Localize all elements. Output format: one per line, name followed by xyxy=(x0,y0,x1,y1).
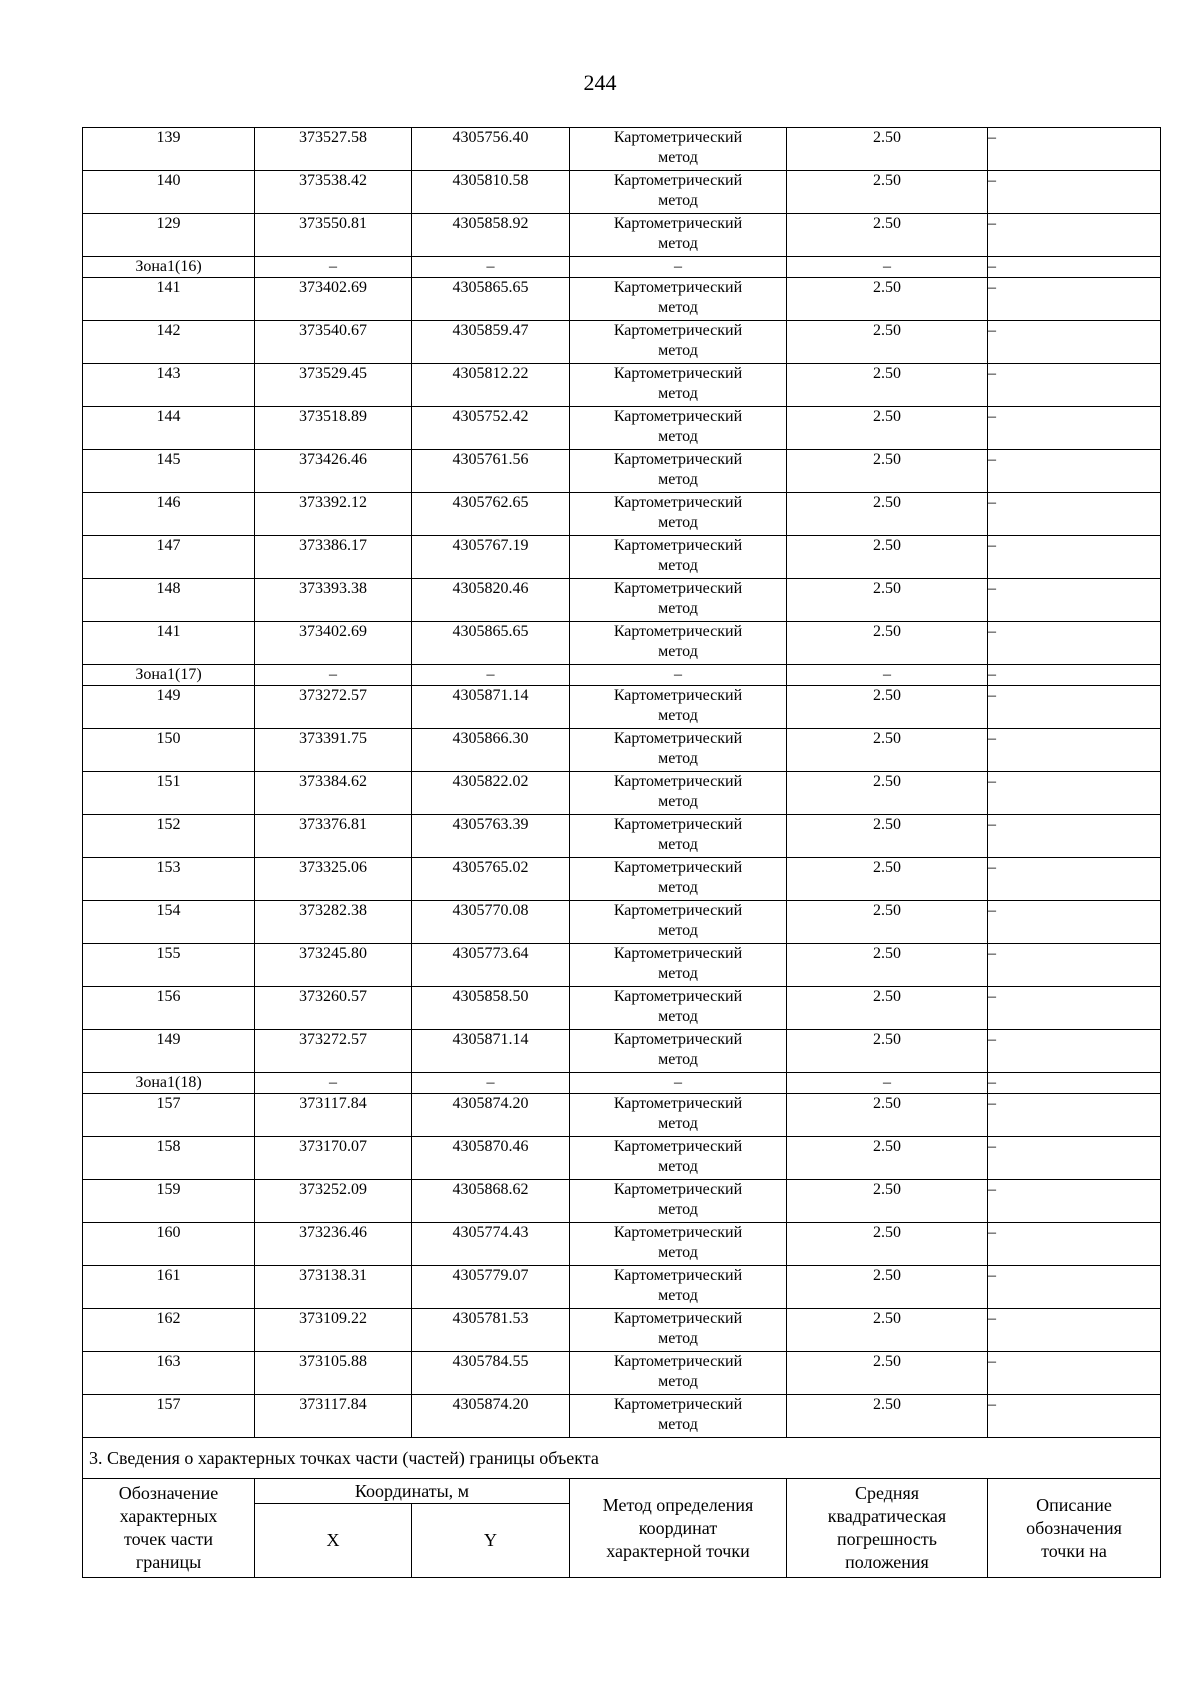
coord-y: 4305866.30 xyxy=(412,729,570,772)
coord-y: 4305756.40 xyxy=(412,128,570,171)
coord-y: 4305871.14 xyxy=(412,686,570,729)
point-number: 151 xyxy=(83,772,255,815)
method-line-1: Картометрический xyxy=(613,1310,743,1327)
method-line-1: Картометрический xyxy=(613,365,743,382)
description-cell: – xyxy=(988,772,1161,815)
method-line-1: Картометрический xyxy=(613,215,743,232)
table-row xyxy=(83,944,1161,987)
method-line-2: метод xyxy=(658,1416,698,1433)
point-number: 156 xyxy=(83,987,255,1030)
coord-x: 373426.46 xyxy=(255,450,412,493)
description-cell: – xyxy=(988,729,1161,772)
description-cell: – xyxy=(988,1073,1161,1094)
coord-y: 4305859.47 xyxy=(412,321,570,364)
error-value: 2.50 xyxy=(787,493,988,536)
method-line-2: метод xyxy=(658,707,698,724)
description-cell: – xyxy=(988,214,1161,257)
coord-y: 4305865.65 xyxy=(412,278,570,321)
coord-y: 4305781.53 xyxy=(412,1309,570,1352)
method-line-2: метод xyxy=(658,471,698,488)
zone-row xyxy=(83,257,1161,278)
coord-x: – xyxy=(255,257,412,278)
coord-x: 373109.22 xyxy=(255,1309,412,1352)
method-cell xyxy=(570,171,787,214)
error-value: 2.50 xyxy=(787,858,988,901)
point-number: 142 xyxy=(83,321,255,364)
section-3 xyxy=(83,1438,1161,1578)
header-error: Средняя квадратическая погрешность положения xyxy=(787,1479,988,1578)
coord-y: 4305865.65 xyxy=(412,622,570,665)
table-row xyxy=(83,278,1161,321)
method-cell xyxy=(570,214,787,257)
error-value: 2.50 xyxy=(787,729,988,772)
table-row xyxy=(83,536,1161,579)
table-row xyxy=(83,815,1161,858)
method-cell xyxy=(570,1266,787,1309)
point-number: 147 xyxy=(83,536,255,579)
header-method: Метод определения координат характерной точки xyxy=(570,1479,787,1578)
coord-x: 373538.42 xyxy=(255,171,412,214)
point-number: 154 xyxy=(83,901,255,944)
error-value: 2.50 xyxy=(787,1309,988,1352)
point-number: 149 xyxy=(83,686,255,729)
header-x: X xyxy=(255,1504,412,1578)
zone-label: Зона1(16) xyxy=(83,257,255,278)
method-cell xyxy=(570,1030,787,1073)
header-coordinates: Координаты, м xyxy=(255,1479,570,1504)
method-line-1: Картометрический xyxy=(613,1031,743,1048)
method-cell xyxy=(570,321,787,364)
table-row xyxy=(83,1395,1161,1438)
zone-label: Зона1(17) xyxy=(83,665,255,686)
method-cell xyxy=(570,579,787,622)
description-cell: – xyxy=(988,1352,1161,1395)
method-line-2: метод xyxy=(658,879,698,896)
description-cell: – xyxy=(988,278,1161,321)
coord-x: 373138.31 xyxy=(255,1266,412,1309)
error-value: – xyxy=(787,1073,988,1094)
method-line-1: Картометрический xyxy=(613,1095,743,1112)
description-cell: – xyxy=(988,1137,1161,1180)
point-number: 157 xyxy=(83,1094,255,1137)
point-number: 144 xyxy=(83,407,255,450)
error-value: 2.50 xyxy=(787,686,988,729)
description-cell: – xyxy=(988,321,1161,364)
error-value: 2.50 xyxy=(787,772,988,815)
point-number: 143 xyxy=(83,364,255,407)
error-value: 2.50 xyxy=(787,815,988,858)
method-line-1: – xyxy=(674,666,682,683)
table-row xyxy=(83,1309,1161,1352)
method-line-1: Картометрический xyxy=(613,1353,743,1370)
method-cell xyxy=(570,257,787,278)
point-number: 141 xyxy=(83,278,255,321)
coord-x: 373550.81 xyxy=(255,214,412,257)
coord-x: 373402.69 xyxy=(255,622,412,665)
coord-x: 373392.12 xyxy=(255,493,412,536)
point-number: 145 xyxy=(83,450,255,493)
method-line-2: метод xyxy=(658,1115,698,1132)
method-line-1: Картометрический xyxy=(613,279,743,296)
coord-x: 373518.89 xyxy=(255,407,412,450)
description-cell: – xyxy=(988,1266,1161,1309)
description-cell: – xyxy=(988,257,1161,278)
coord-x: 373170.07 xyxy=(255,1137,412,1180)
error-value: 2.50 xyxy=(787,1223,988,1266)
method-line-1: Картометрический xyxy=(613,730,743,747)
coord-y: 4305784.55 xyxy=(412,1352,570,1395)
method-line-1: Картометрический xyxy=(613,859,743,876)
method-line-1: Картометрический xyxy=(613,172,743,189)
description-cell: – xyxy=(988,536,1161,579)
method-line-2: метод xyxy=(658,385,698,402)
description-cell: – xyxy=(988,450,1161,493)
method-cell xyxy=(570,450,787,493)
description-cell: – xyxy=(988,622,1161,665)
coord-x: 373391.75 xyxy=(255,729,412,772)
coord-y: – xyxy=(412,665,570,686)
method-line-1: Картометрический xyxy=(613,945,743,962)
table-row xyxy=(83,364,1161,407)
coord-x: 373117.84 xyxy=(255,1395,412,1438)
coord-x: 373272.57 xyxy=(255,686,412,729)
point-number: 157 xyxy=(83,1395,255,1438)
coord-y: 4305770.08 xyxy=(412,901,570,944)
description-cell: – xyxy=(988,364,1161,407)
description-cell: – xyxy=(988,128,1161,171)
method-line-2: метод xyxy=(658,1287,698,1304)
table-row xyxy=(83,1030,1161,1073)
point-number: 152 xyxy=(83,815,255,858)
header-designation: Обозначение характерных точек части границы xyxy=(83,1479,255,1578)
coord-x: 373325.06 xyxy=(255,858,412,901)
table-row xyxy=(83,450,1161,493)
coord-y: 4305773.64 xyxy=(412,944,570,987)
method-cell xyxy=(570,772,787,815)
method-line-1: Картометрический xyxy=(613,988,743,1005)
method-cell xyxy=(570,1094,787,1137)
coord-y: 4305871.14 xyxy=(412,1030,570,1073)
error-value: 2.50 xyxy=(787,1266,988,1309)
error-value: – xyxy=(787,257,988,278)
coord-y: 4305763.39 xyxy=(412,815,570,858)
table-row xyxy=(83,128,1161,171)
method-line-2: метод xyxy=(658,192,698,209)
header-description: Описание обозначения точки на xyxy=(988,1479,1161,1578)
coord-x: 373252.09 xyxy=(255,1180,412,1223)
error-value: 2.50 xyxy=(787,1180,988,1223)
method-cell xyxy=(570,536,787,579)
method-line-1: – xyxy=(674,1074,682,1091)
error-value: 2.50 xyxy=(787,214,988,257)
method-line-1: Картометрический xyxy=(613,537,743,554)
coord-x: 373529.45 xyxy=(255,364,412,407)
method-line-1: Картометрический xyxy=(613,1396,743,1413)
description-cell: – xyxy=(988,686,1161,729)
section-title: 3. Сведения о характерных точках части (частей) границы объекта xyxy=(83,1438,1161,1479)
description-cell: – xyxy=(988,1180,1161,1223)
coord-x: 373260.57 xyxy=(255,987,412,1030)
method-cell xyxy=(570,1137,787,1180)
point-number: 140 xyxy=(83,171,255,214)
error-value: 2.50 xyxy=(787,278,988,321)
error-value: 2.50 xyxy=(787,622,988,665)
coord-y: 4305779.07 xyxy=(412,1266,570,1309)
error-value: 2.50 xyxy=(787,364,988,407)
description-cell: – xyxy=(988,944,1161,987)
coord-x: 373386.17 xyxy=(255,536,412,579)
coord-y: 4305774.43 xyxy=(412,1223,570,1266)
method-line-2: метод xyxy=(658,235,698,252)
method-line-2: метод xyxy=(658,643,698,660)
coord-x: 373540.67 xyxy=(255,321,412,364)
error-value: 2.50 xyxy=(787,1352,988,1395)
table-row xyxy=(83,214,1161,257)
method-line-1: Картометрический xyxy=(613,408,743,425)
coord-x: 373117.84 xyxy=(255,1094,412,1137)
error-value: 2.50 xyxy=(787,944,988,987)
description-cell: – xyxy=(988,407,1161,450)
error-value: 2.50 xyxy=(787,171,988,214)
method-line-1: Картометрический xyxy=(613,816,743,833)
method-line-2: метод xyxy=(658,1008,698,1025)
method-cell xyxy=(570,686,787,729)
table-row xyxy=(83,686,1161,729)
method-line-1: Картометрический xyxy=(613,1224,743,1241)
table-row xyxy=(83,772,1161,815)
method-cell xyxy=(570,1180,787,1223)
point-number: 139 xyxy=(83,128,255,171)
method-line-2: метод xyxy=(658,793,698,810)
method-cell xyxy=(570,1395,787,1438)
method-cell xyxy=(570,1223,787,1266)
description-cell: – xyxy=(988,815,1161,858)
table-row xyxy=(83,1352,1161,1395)
zone-label: Зона1(18) xyxy=(83,1073,255,1094)
method-line-1: Картометрический xyxy=(613,687,743,704)
description-cell: – xyxy=(988,1094,1161,1137)
error-value: 2.50 xyxy=(787,536,988,579)
point-number: 146 xyxy=(83,493,255,536)
table-body xyxy=(83,128,1161,1438)
coord-y: 4305765.02 xyxy=(412,858,570,901)
method-line-2: метод xyxy=(658,750,698,767)
method-cell xyxy=(570,901,787,944)
coord-y: 4305858.50 xyxy=(412,987,570,1030)
point-number: 150 xyxy=(83,729,255,772)
table-row xyxy=(83,729,1161,772)
table-row xyxy=(83,987,1161,1030)
description-cell: – xyxy=(988,579,1161,622)
coord-y: 4305874.20 xyxy=(412,1094,570,1137)
coord-y: – xyxy=(412,257,570,278)
description-cell: – xyxy=(988,493,1161,536)
coord-y: 4305870.46 xyxy=(412,1137,570,1180)
error-value: 2.50 xyxy=(787,987,988,1030)
coordinates-table xyxy=(82,127,1161,1578)
description-cell: – xyxy=(988,1223,1161,1266)
coord-y: 4305874.20 xyxy=(412,1395,570,1438)
coord-y: 4305868.62 xyxy=(412,1180,570,1223)
method-cell xyxy=(570,1073,787,1094)
table-row xyxy=(83,1180,1161,1223)
method-line-2: метод xyxy=(658,600,698,617)
method-line-1: Картометрический xyxy=(613,129,743,146)
coord-x: 373236.46 xyxy=(255,1223,412,1266)
method-line-2: метод xyxy=(658,1158,698,1175)
method-line-1: Картометрический xyxy=(613,1181,743,1198)
table-row xyxy=(83,1266,1161,1309)
method-line-2: метод xyxy=(658,299,698,316)
error-value: 2.50 xyxy=(787,128,988,171)
method-line-1: Картометрический xyxy=(613,1267,743,1284)
coord-y: 4305752.42 xyxy=(412,407,570,450)
coord-y: 4305820.46 xyxy=(412,579,570,622)
coord-y: 4305812.22 xyxy=(412,364,570,407)
method-line-1: Картометрический xyxy=(613,902,743,919)
error-value: – xyxy=(787,665,988,686)
coord-y: 4305762.65 xyxy=(412,493,570,536)
description-cell: – xyxy=(988,1309,1161,1352)
method-cell xyxy=(570,128,787,171)
coord-x: – xyxy=(255,1073,412,1094)
error-value: 2.50 xyxy=(787,321,988,364)
error-value: 2.50 xyxy=(787,1030,988,1073)
table-row xyxy=(83,171,1161,214)
table-row xyxy=(83,901,1161,944)
method-cell xyxy=(570,858,787,901)
method-line-2: метод xyxy=(658,922,698,939)
error-value: 2.50 xyxy=(787,1137,988,1180)
point-number: 159 xyxy=(83,1180,255,1223)
method-line-2: метод xyxy=(658,514,698,531)
error-value: 2.50 xyxy=(787,579,988,622)
method-line-2: метод xyxy=(658,1201,698,1218)
method-line-1: Картометрический xyxy=(613,494,743,511)
coord-x: 373105.88 xyxy=(255,1352,412,1395)
method-line-1: – xyxy=(674,258,682,275)
description-cell: – xyxy=(988,171,1161,214)
method-cell xyxy=(570,622,787,665)
method-line-2: метод xyxy=(658,342,698,359)
method-line-2: метод xyxy=(658,1373,698,1390)
point-number: 153 xyxy=(83,858,255,901)
method-cell xyxy=(570,1309,787,1352)
coord-x: 373282.38 xyxy=(255,901,412,944)
table-row xyxy=(83,1223,1161,1266)
method-line-1: Картометрический xyxy=(613,1138,743,1155)
description-cell: – xyxy=(988,987,1161,1030)
coord-y: 4305858.92 xyxy=(412,214,570,257)
zone-row xyxy=(83,1073,1161,1094)
point-number: 149 xyxy=(83,1030,255,1073)
coord-y: – xyxy=(412,1073,570,1094)
method-cell xyxy=(570,665,787,686)
point-number: 162 xyxy=(83,1309,255,1352)
method-line-2: метод xyxy=(658,965,698,982)
error-value: 2.50 xyxy=(787,407,988,450)
method-cell xyxy=(570,944,787,987)
description-cell: – xyxy=(988,901,1161,944)
description-cell: – xyxy=(988,665,1161,686)
method-line-2: метод xyxy=(658,1051,698,1068)
coord-x: 373384.62 xyxy=(255,772,412,815)
method-line-2: метод xyxy=(658,1330,698,1347)
method-cell xyxy=(570,364,787,407)
point-number: 160 xyxy=(83,1223,255,1266)
method-line-2: метод xyxy=(658,428,698,445)
method-line-2: метод xyxy=(658,149,698,166)
error-value: 2.50 xyxy=(787,901,988,944)
method-line-2: метод xyxy=(658,836,698,853)
method-cell xyxy=(570,278,787,321)
coord-y: 4305761.56 xyxy=(412,450,570,493)
point-number: 161 xyxy=(83,1266,255,1309)
table-row xyxy=(83,321,1161,364)
method-line-1: Картометрический xyxy=(613,773,743,790)
method-line-1: Картометрический xyxy=(613,322,743,339)
point-number: 148 xyxy=(83,579,255,622)
description-cell: – xyxy=(988,1395,1161,1438)
coord-y: 4305810.58 xyxy=(412,171,570,214)
method-cell xyxy=(570,493,787,536)
zone-row xyxy=(83,665,1161,686)
coord-y: 4305822.02 xyxy=(412,772,570,815)
point-number: 158 xyxy=(83,1137,255,1180)
table-row xyxy=(83,493,1161,536)
table-row xyxy=(83,1094,1161,1137)
coord-x: – xyxy=(255,665,412,686)
method-cell xyxy=(570,729,787,772)
coord-x: 373402.69 xyxy=(255,278,412,321)
description-cell: – xyxy=(988,858,1161,901)
method-line-1: Картометрический xyxy=(613,580,743,597)
table-row xyxy=(83,622,1161,665)
table-row xyxy=(83,579,1161,622)
method-line-2: метод xyxy=(658,1244,698,1261)
coord-x: 373527.58 xyxy=(255,128,412,171)
coord-x: 373272.57 xyxy=(255,1030,412,1073)
method-cell xyxy=(570,1352,787,1395)
description-cell: – xyxy=(988,1030,1161,1073)
error-value: 2.50 xyxy=(787,1395,988,1438)
coord-x: 373245.80 xyxy=(255,944,412,987)
table-row xyxy=(83,407,1161,450)
method-line-2: метод xyxy=(658,557,698,574)
method-cell xyxy=(570,987,787,1030)
header-y: Y xyxy=(412,1504,570,1578)
point-number: 129 xyxy=(83,214,255,257)
point-number: 155 xyxy=(83,944,255,987)
coord-x: 373393.38 xyxy=(255,579,412,622)
table-row xyxy=(83,1137,1161,1180)
point-number: 141 xyxy=(83,622,255,665)
coord-x: 373376.81 xyxy=(255,815,412,858)
error-value: 2.50 xyxy=(787,1094,988,1137)
error-value: 2.50 xyxy=(787,450,988,493)
method-line-1: Картометрический xyxy=(613,451,743,468)
method-cell xyxy=(570,815,787,858)
method-cell xyxy=(570,407,787,450)
coord-y: 4305767.19 xyxy=(412,536,570,579)
page-number: 244 xyxy=(583,70,617,95)
table-row xyxy=(83,858,1161,901)
method-line-1: Картометрический xyxy=(613,623,743,640)
point-number: 163 xyxy=(83,1352,255,1395)
